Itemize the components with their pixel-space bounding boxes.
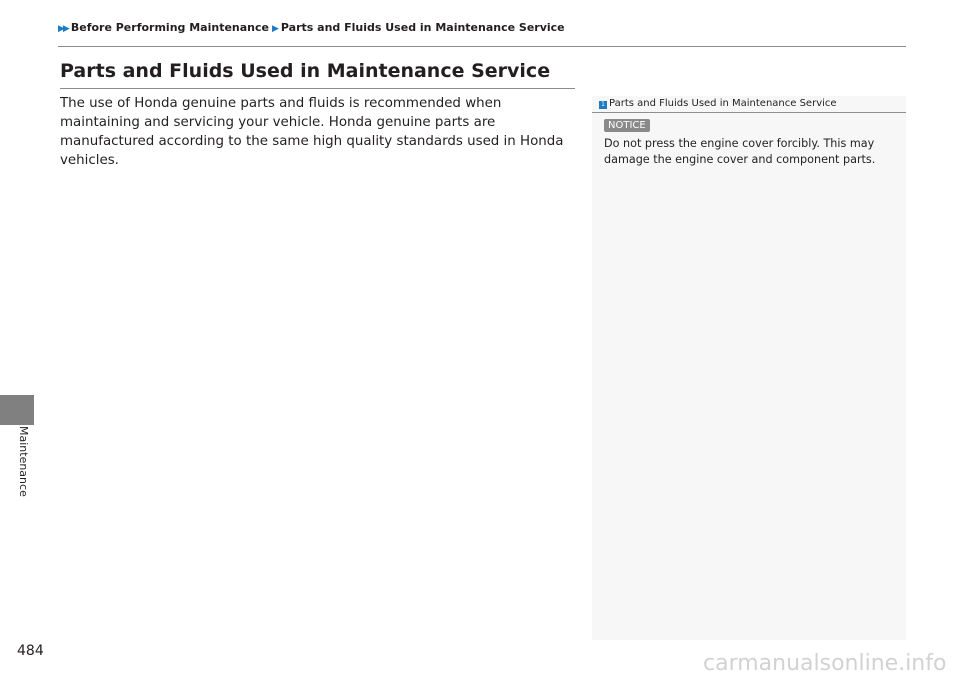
section-tab-label: Maintenance (17, 426, 30, 497)
sidebar-heading (599, 98, 837, 109)
page-title: Parts and Fluids Used in Maintenance Service (60, 60, 551, 82)
section-tab[interactable] (0, 395, 34, 425)
sidebar-heading-text: Parts and Fluids Used in Maintenance Service (609, 98, 837, 109)
watermark: carmanualsonline.info (703, 651, 947, 676)
sidebar-divider (592, 112, 906, 113)
notice-text: Do not press the engine cover forcibly. This may damage the engine cover and component parts. (604, 137, 876, 166)
sidebar-note (592, 96, 906, 640)
title-divider (60, 88, 575, 89)
reference-icon: 1 (599, 101, 607, 109)
page-number: 484 (17, 643, 44, 659)
breadcrumb-item-parts-fluids[interactable]: Parts and Fluids Used in Maintenance Service (280, 21, 565, 34)
breadcrumb-arrows-icon: ▶▶ (58, 24, 68, 34)
breadcrumb-item-before-maintenance[interactable]: Before Performing Maintenance (70, 21, 269, 34)
breadcrumb (58, 21, 565, 34)
notice-badge: NOTICE (604, 119, 650, 132)
body-paragraph: The use of Honda genuine parts and fluids is recommended when maintaining and servicing your vehicle. Honda genuine parts are manufactured according to the same high quality standards used in Honda vehicles. (60, 96, 564, 168)
header-divider (58, 46, 906, 47)
breadcrumb-arrow-icon: ▶ (271, 24, 279, 34)
